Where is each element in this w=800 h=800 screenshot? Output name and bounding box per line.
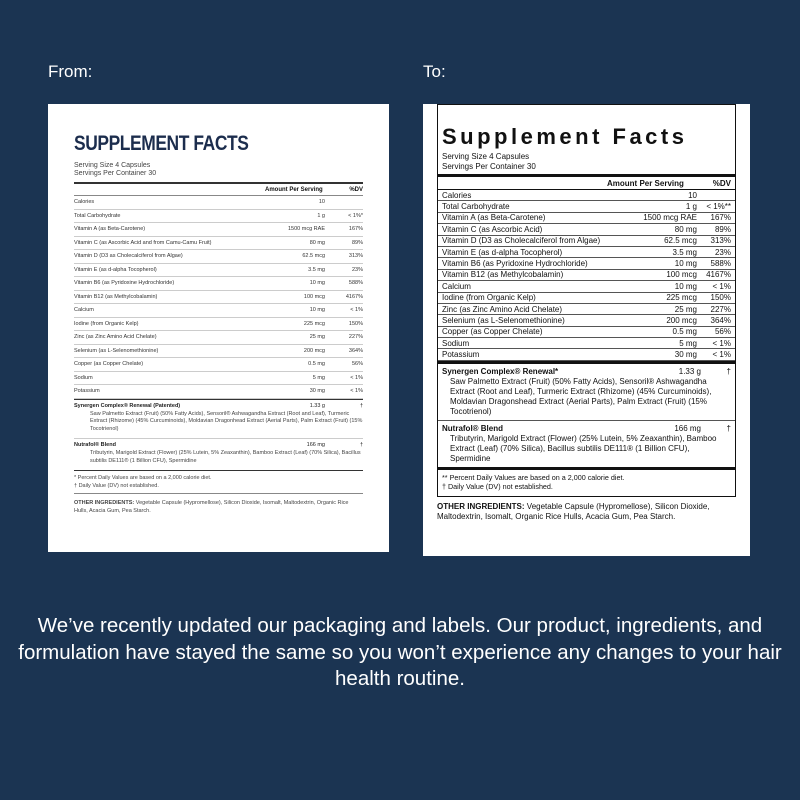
new-blend-ingredients: Saw Palmetto Extract (Fruit) (50% Fatty Acids), Sensoril® Ashwagandha Extract (Root and Leaf), Turmeric Extract (Rhizome) (45% Curcuminoids), Moldavian Dragonshead Extract (Aerial Parts), Palm Extract (Fruit) (15% Tocotrienol) — [450, 376, 712, 416]
new-nutrient-row — [438, 236, 735, 247]
new-nutrient-row — [438, 338, 735, 349]
old-header-amount: Amount Per Serving — [265, 187, 323, 193]
old-nutrient-dv: 89% — [351, 239, 363, 246]
old-nutrient-row — [74, 237, 363, 251]
old-nutrient-row — [74, 277, 363, 291]
old-nutrient-name: Calories — [74, 199, 95, 206]
new-nutrient-dv: 313% — [710, 236, 731, 246]
new-nutrient-dv: 150% — [710, 293, 731, 303]
new-nutrient-name: Iodine (from Organic Kelp) — [442, 293, 536, 303]
new-nutrient-name: Selenium (as L-Selenomethionine) — [442, 315, 565, 325]
old-footnote-dagger: † Daily Value (DV) not established. — [74, 482, 159, 489]
old-mid-rule — [74, 399, 363, 400]
new-blend-divider — [438, 420, 735, 421]
new-table-header — [438, 177, 735, 190]
new-nutrient-amount: 62.5 mcg — [664, 236, 697, 246]
old-blend-divider — [74, 438, 363, 439]
new-nutrient-name: Vitamin E (as d-alpha Tocopherol) — [442, 247, 563, 257]
new-nutrient-row — [438, 281, 735, 292]
new-nutrient-amount: 25 mg — [674, 304, 697, 314]
old-footnotes — [74, 475, 363, 490]
new-nutrient-dv: < 1%** — [706, 202, 731, 212]
old-blend-header — [74, 403, 363, 409]
new-nutrient-name: Vitamin D (D3 as Cholecalciferol from Algae) — [442, 236, 601, 246]
new-blend-name: Nutrafol® Blend — [442, 423, 504, 433]
old-nutrient-amount: 200 mcg — [303, 347, 325, 354]
old-other-ingredients-text: Vegetable Capsule (Hypromellose), Silicon Dioxide, Isomalt, Maltodextrin, Organic Rice Hulls, Acacia Gum, Pea Starch. — [74, 500, 349, 514]
new-nutrient-dv: 364% — [710, 315, 731, 325]
old-blend-amount: 1.33 g — [309, 402, 325, 409]
new-blend-amount: 1.33 g — [678, 366, 701, 376]
new-nutrient-row — [438, 190, 735, 201]
new-nutrient-dv: 4167% — [706, 270, 731, 280]
new-blend-amount: 166 mg — [674, 423, 701, 433]
old-footnote-rule — [74, 493, 363, 494]
new-nutrient-row — [438, 270, 735, 281]
new-nutrient-amount: 10 — [688, 190, 697, 200]
old-nutrient-dv: 364% — [348, 347, 363, 354]
new-nutrient-name: Vitamin B12 (as Methylcobalamin) — [442, 270, 564, 280]
old-serving-size: Serving Size 4 Capsules — [74, 162, 151, 169]
old-nutrient-dv: 23% — [351, 266, 363, 273]
new-nutrient-row — [438, 224, 735, 235]
old-nutrient-dv: < 1% — [350, 374, 363, 381]
old-nutrient-row — [74, 291, 363, 305]
new-nutrient-amount: 100 mcg — [666, 270, 697, 280]
old-other-ingredients — [74, 500, 363, 515]
old-nutrient-row — [74, 331, 363, 345]
old-nutrient-dv: 4167% — [345, 293, 363, 300]
old-nutrient-dv: 167% — [348, 226, 363, 233]
old-nutrient-name: Vitamin B12 (as Methylcobalamin) — [74, 293, 158, 300]
old-nutrient-row — [74, 264, 363, 278]
old-nutrient-name: Total Carbohydrate — [74, 212, 121, 219]
old-nutrient-row — [74, 345, 363, 359]
new-nutrient-name: Sodium — [442, 338, 470, 348]
new-nutrient-row — [438, 247, 735, 258]
old-nutrient-amount: 1 g — [317, 212, 325, 219]
old-nutrient-dv: 150% — [348, 320, 363, 327]
old-nutrient-name: Vitamin C (as Ascorbic Acid and from Camu-Camu Fruit) — [74, 239, 212, 246]
old-proprietary-blend — [74, 442, 363, 465]
old-blend-dv: † — [359, 442, 363, 448]
new-nutrient-dv: 23% — [714, 247, 731, 257]
old-nutrient-dv: 588% — [348, 280, 363, 287]
old-nutrient-table — [74, 196, 363, 399]
old-nutrient-amount: 3.5 mg — [308, 266, 325, 273]
new-facts-box — [437, 104, 736, 497]
old-nutrient-amount: 80 mg — [309, 239, 325, 246]
new-nutrient-dv: < 1% — [712, 281, 731, 291]
new-nutrient-row — [438, 304, 735, 315]
new-nutrient-dv: < 1% — [712, 338, 731, 348]
old-blend-amount: 166 mg — [306, 442, 325, 448]
packaging-update-message: We’ve recently updated our packaging and labels. Our product, ingredients, and formulation have stayed the same so you won’t experience any changes to your hair health routine. — [18, 614, 782, 690]
new-nutrient-row — [438, 201, 735, 212]
old-nutrient-name: Zinc (as Zinc Amino Acid Chelate) — [74, 334, 157, 341]
old-nutrient-amount: 0.5 mg — [308, 361, 325, 368]
old-other-ingredients-label: OTHER INGREDIENTS: — [74, 500, 135, 506]
new-nutrient-amount: 5 mg — [679, 338, 697, 348]
new-other-ingredients — [437, 502, 736, 523]
from-caption: From: — [48, 62, 93, 81]
old-nutrient-row — [74, 358, 363, 372]
old-nutrient-dv: 227% — [348, 334, 363, 341]
old-nutrient-row — [74, 196, 363, 210]
new-nutrient-amount: 10 mg — [674, 259, 697, 269]
old-blend-dv: † — [359, 402, 363, 409]
new-nutrient-name: Zinc (as Zinc Amino Acid Chelate) — [442, 304, 563, 314]
old-nutrient-name: Iodine (from Organic Kelp) — [74, 320, 139, 327]
old-nutrient-name: Sodium — [74, 374, 93, 381]
new-nutrient-amount: 30 mg — [674, 350, 697, 360]
new-blend-name: Synergen Complex® Renewal* — [442, 366, 559, 376]
old-nutrient-name: Vitamin E (as d-alpha Tocopherol) — [74, 266, 157, 273]
new-nutrient-name: Copper (as Copper Chelate) — [442, 327, 543, 337]
new-nutrient-row — [438, 349, 735, 360]
old-nutrient-row — [74, 223, 363, 237]
new-nutrient-dv: < 1% — [712, 350, 731, 360]
old-nutrient-name: Potassium — [74, 388, 100, 395]
new-nutrient-name: Calories — [442, 190, 472, 200]
new-nutrient-amount: 0.5 mg — [672, 327, 697, 337]
old-nutrient-dv: 56% — [351, 361, 363, 368]
old-nutrient-amount: 10 — [318, 199, 325, 206]
new-nutrient-dv: 167% — [710, 213, 731, 223]
old-blend-section — [74, 403, 363, 466]
new-nutrient-name: Calcium — [442, 281, 471, 291]
old-blend-ingredients: Tributyrin, Marigold Extract (Flower) (25% Lutein, 5% Zeaxanthin), Bamboo Extract (Leaf) (70% Silica), Bacillus subtilis DE111® (1 Billion CFU), Spermidine — [90, 450, 361, 464]
new-mid-rule — [438, 361, 735, 364]
new-label-title: Supplement Facts — [442, 124, 688, 149]
old-header-dv: %DV — [349, 187, 363, 193]
new-nutrient-amount: 225 mcg — [666, 293, 697, 303]
to-caption: To: — [423, 62, 446, 81]
old-nutrient-amount: 62.5 mcg — [302, 253, 325, 260]
new-servings-per-container: Servings Per Container 30 — [442, 162, 536, 171]
new-header-dv: %DV — [712, 179, 731, 188]
old-nutrient-amount: 100 mcg — [303, 293, 325, 300]
old-nutrient-row — [74, 318, 363, 332]
old-nutrient-row — [74, 304, 363, 318]
old-nutrient-row — [74, 250, 363, 264]
new-nutrient-row — [438, 213, 735, 224]
new-nutrient-dv: 588% — [710, 259, 731, 269]
new-nutrient-name: Vitamin B6 (as Pyridoxine Hydrochloride) — [442, 259, 588, 269]
old-nutrient-amount: 5 mg — [312, 374, 325, 381]
old-footnote-dv: * Percent Daily Values are based on a 2,000 calorie diet. — [74, 475, 212, 481]
old-table-header — [74, 184, 363, 196]
old-blend-name: Nutrafol® Blend — [74, 442, 116, 448]
old-nutrient-name: Selenium (as L-Selenomethionine) — [74, 347, 159, 354]
old-nutrient-amount: 25 mg — [309, 334, 325, 341]
new-nutrient-amount: 10 mg — [674, 281, 697, 291]
old-nutrient-name: Vitamin B6 (as Pyridoxine Hydrochloride) — [74, 280, 175, 287]
new-nutrient-amount: 3.5 mg — [672, 247, 697, 257]
old-nutrient-name: Calcium — [74, 307, 94, 314]
old-bottom-rule — [74, 470, 363, 471]
old-nutrient-dv: 313% — [348, 253, 363, 260]
new-blend-dv: † — [726, 366, 731, 376]
new-blend-dv: † — [726, 423, 731, 433]
new-proprietary-blend — [442, 424, 731, 464]
new-nutrient-table — [442, 190, 731, 361]
old-blend-name: Synergen Complex® Renewal (Patented) — [74, 402, 181, 409]
old-blend-ingredients: Saw Palmetto Extract (Fruit) (50% Fatty Acids), Sensoril® Ashwagandha Extract (Root and Leaf), Turmeric Extract (Rhizome) (45% Curcuminoids), Moldavian Dragonhead Extract (Aerial Parts), Palm Extract (Fruit) (15% Tocotrienol) — [90, 410, 363, 432]
new-footnote-dagger: † Daily Value (DV) not established. — [442, 481, 553, 491]
old-nutrient-amount: 10 mg — [309, 280, 325, 287]
old-nutrient-amount: 30 mg — [309, 388, 325, 395]
old-proprietary-blend — [74, 403, 363, 440]
old-nutrient-amount: 1500 mcg RAE — [288, 226, 325, 233]
new-nutrient-amount: 80 mg — [674, 224, 697, 234]
new-supplement-facts-panel — [423, 104, 750, 556]
new-other-ingredients-label: OTHER INGREDIENTS: — [437, 501, 525, 511]
new-other-ingredients-text: Vegetable Capsule (Hypromellose), Silicon Dioxide, Maltodextrin, Isomalt, Organic Rice Hulls, Acacia Gum, Pea Starch. — [437, 501, 710, 522]
new-nutrient-row — [438, 293, 735, 304]
new-nutrient-name: Total Carbohydrate — [442, 202, 510, 212]
old-label-title: SUPPLEMENT FACTS — [74, 132, 249, 155]
old-nutrient-name: Vitamin A (as Beta-Carotene) — [74, 226, 146, 233]
old-nutrient-dv: < 1%* — [348, 212, 363, 219]
old-nutrient-dv: < 1% — [350, 388, 363, 395]
new-nutrient-amount: 1500 mcg RAE — [643, 213, 697, 223]
new-nutrient-name: Potassium — [442, 350, 480, 360]
new-proprietary-blend — [442, 367, 731, 421]
new-blend-header — [442, 367, 731, 376]
old-blend-header — [74, 442, 363, 448]
old-supplement-facts-panel — [48, 104, 389, 552]
new-footnote-dv: ** Percent Daily Values are based on a 2,000 calorie diet. — [442, 472, 625, 482]
old-nutrient-row — [74, 210, 363, 224]
old-nutrient-name: Copper (as Copper Chelate) — [74, 361, 144, 368]
old-nutrient-row — [74, 385, 363, 399]
new-nutrient-row — [438, 315, 735, 326]
new-serving-size: Serving Size 4 Capsules — [442, 152, 530, 161]
new-nutrient-row — [438, 327, 735, 338]
new-blend-section — [442, 367, 731, 464]
old-nutrient-row — [74, 372, 363, 386]
new-blend-header — [442, 424, 731, 433]
old-servings-per-container: Servings Per Container 30 — [74, 170, 157, 177]
new-footnotes — [442, 470, 731, 496]
new-blend-ingredients: Tributyrin, Marigold Extract (Flower) (25% Lutein, 5% Zeaxanthin), Bamboo Extract (Leaf) (70% Silica), Bacillus subtilis DE111® (1 Billion CFU), Spermidine — [450, 433, 717, 463]
old-nutrient-dv: < 1% — [350, 307, 363, 314]
new-header-amount: Amount Per Serving — [607, 179, 684, 188]
old-nutrient-amount: 225 mcg — [303, 320, 325, 327]
new-nutrient-name: Vitamin C (as Ascorbic Acid) — [442, 224, 543, 234]
old-nutrient-amount: 10 mg — [309, 307, 325, 314]
new-nutrient-dv: 89% — [714, 224, 731, 234]
old-nutrient-name: Vitamin D (D3 as Cholecalciferol from Algae) — [74, 253, 183, 260]
new-nutrient-amount: 1 g — [685, 202, 697, 212]
new-nutrient-name: Vitamin A (as Beta-Carotene) — [442, 213, 546, 223]
new-nutrient-amount: 200 mcg — [666, 315, 697, 325]
new-nutrient-dv: 56% — [714, 327, 731, 337]
new-nutrient-row — [438, 258, 735, 269]
new-nutrient-dv: 227% — [710, 304, 731, 314]
